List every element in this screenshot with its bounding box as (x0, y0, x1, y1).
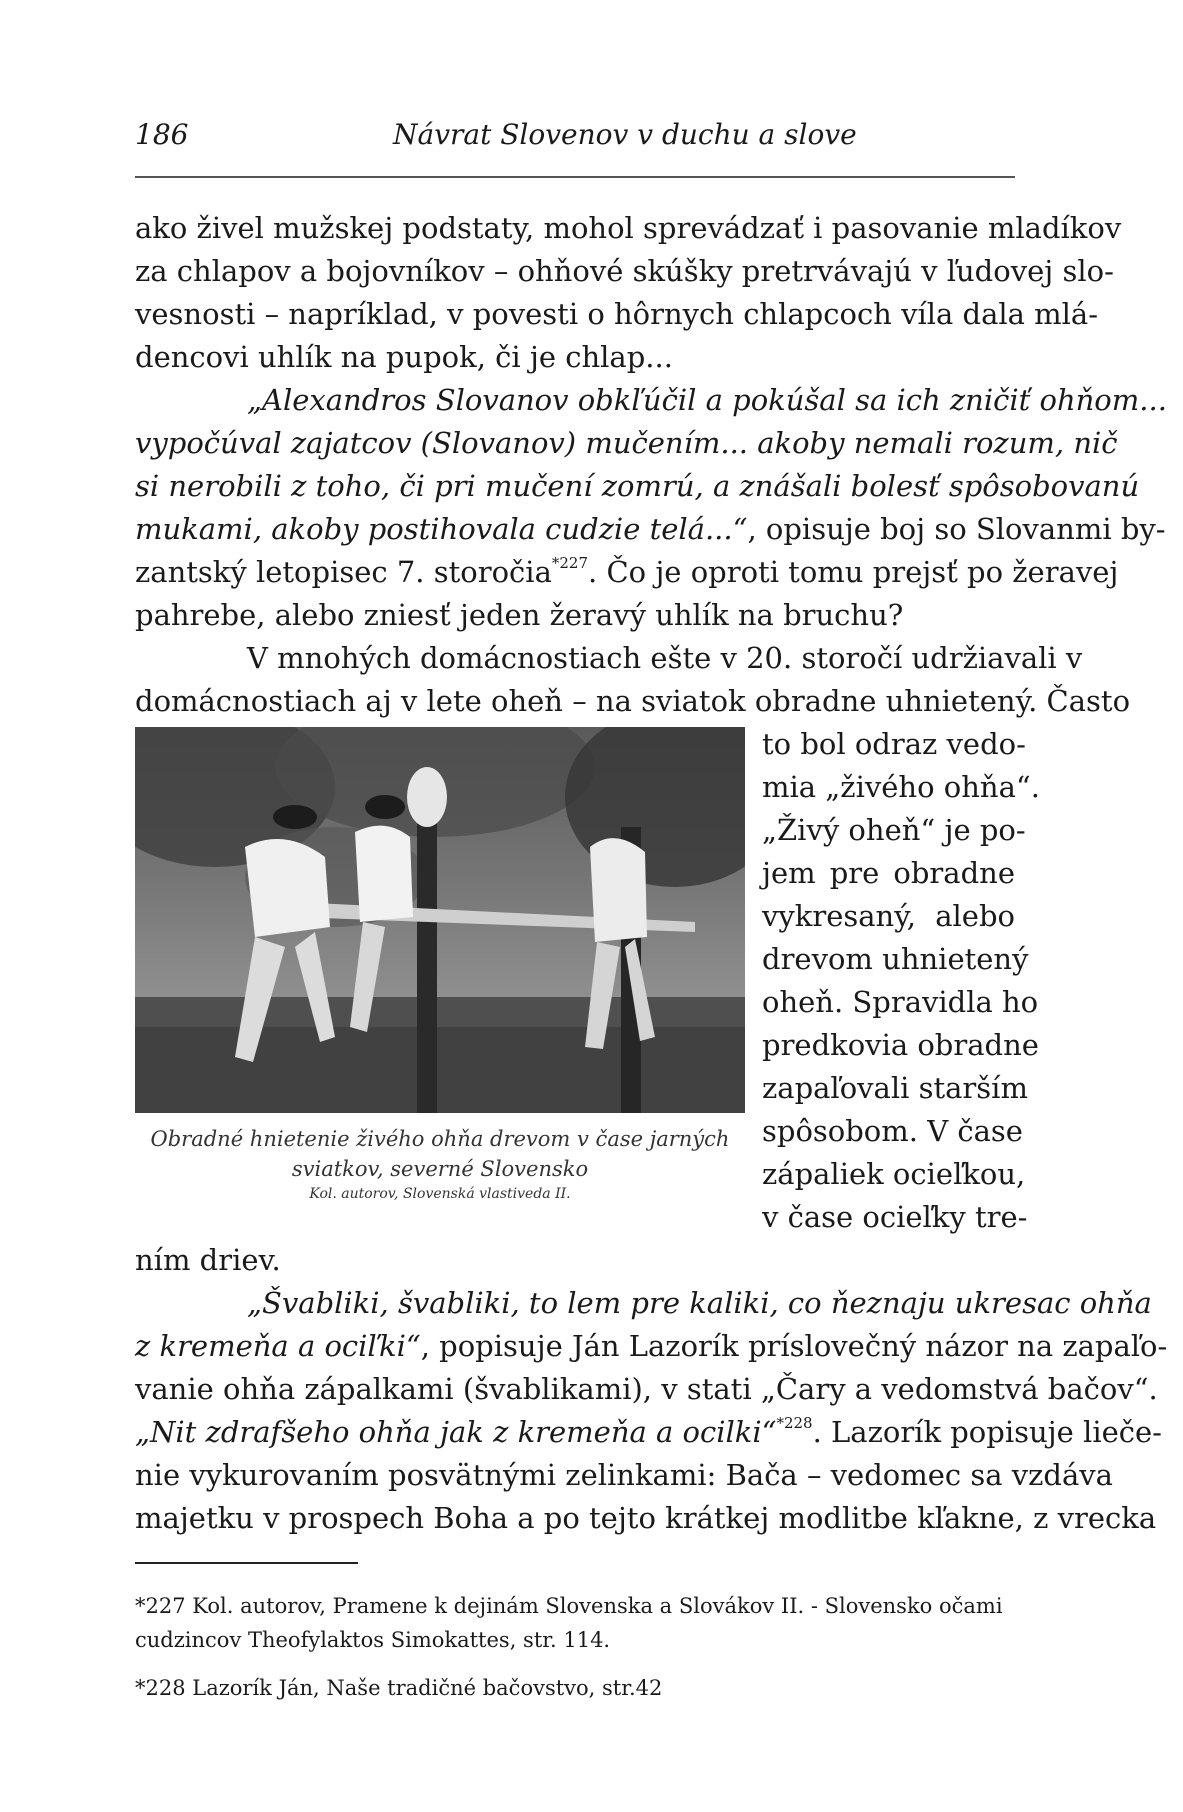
body-line: ako živel mužskej podstaty, mohol sprevádzať i pasovanie mladíkov (135, 211, 1122, 245)
figure-caption: sviatkov, severné Slovensko (291, 1157, 589, 1181)
body-line: za chlapov a bojovníkov – ohňové skúšky pretrvávajú v ľudovej slo- (135, 254, 1114, 288)
body-line: majetku v prospech Boha a po tejto krátkej modlitbe kľakne, z vrecka (135, 1501, 1157, 1535)
header-rule (135, 176, 1015, 178)
body-text: . Čo je oproti tomu prejsť po žeravej (588, 555, 1119, 589)
body-text: zantský letopisec 7. storočia (135, 555, 552, 589)
footnote-ref: *227 (551, 554, 589, 572)
body-line: mia „živého ohňa“. (762, 770, 1040, 804)
body-line: vesnosti – napríklad, v povesti o hôrnych chlapcoch víla dala mlá- (135, 297, 1099, 331)
body-line: pahrebe, alebo zniesť jeden žeravý uhlík na bruchu? (135, 598, 904, 632)
body-text: , popisuje Ján Lazorík príslovečný názor na zapaľo- (420, 1329, 1168, 1363)
running-header (135, 118, 1015, 158)
page-number: 186 (135, 118, 189, 151)
quote-text: „Alexandros Slovanov obkľúčil a pokúšal sa ich zničiť ohňom... (247, 383, 1167, 417)
body-line: jem pre obradne (762, 856, 1015, 890)
body-line: ním driev. (135, 1243, 281, 1277)
quote-text: „Švabliki, švabliki, to lem pre kaliki, co ňeznaju ukresac ohňa (247, 1286, 1152, 1320)
body-line (135, 1329, 1168, 1363)
quote-text: vypočúval zajatcov (Slovanov) mučením... akoby nemali rozum, nič (135, 426, 1118, 460)
photo-illustration (135, 727, 745, 1113)
body-line: drevom uhnietený (762, 942, 1029, 976)
body-line: V mnohých domácnostiach ešte v 20. storočí udržiavali v (247, 641, 1083, 675)
body-line: predkovia obradne (762, 1028, 1039, 1062)
body-line (135, 554, 1119, 589)
body-line: domácnostiach aj v lete oheň – na sviatok obradne uhnietený. Často (135, 684, 1131, 718)
body-line: v čase ocieľky tre- (762, 1200, 1028, 1234)
body-line-quote (135, 469, 1140, 503)
body-line: spôsobom. V čase (762, 1114, 1023, 1148)
body-line: vykresaný, alebo (762, 899, 1015, 933)
body-line: nie vykurovaním posvätnými zelinkami: Bača – vedomec sa vzdáva (135, 1458, 1113, 1492)
body-line-quote (247, 1286, 1152, 1320)
body-line: to bol odraz vedo- (762, 727, 1026, 761)
body-line: oheň. Spravidla ho (762, 985, 1039, 1019)
figure-source: Kol. autorov, Slovenská vlastiveda II. (309, 1186, 571, 1202)
footnote: *228 Lazorík Ján, Naše tradičné bačovstvo, str.42 (135, 1676, 663, 1700)
figure-photo (135, 727, 745, 1113)
body-line-quote (247, 383, 1167, 417)
quote-text: mukami, akoby postihovala cudzie telá...“ (135, 512, 748, 546)
footnote: *227 Kol. autorov, Pramene k dejinám Slovenska a Slovákov II. - Slovensko očami (135, 1594, 1003, 1618)
quote-text: z kremeňa a ociľki“ (135, 1329, 421, 1363)
body-text: . Lazorík popisuje lieče- (812, 1415, 1162, 1449)
body-line-quote (135, 426, 1118, 460)
body-line: zapaľovali starším (762, 1071, 1028, 1105)
body-line (135, 1414, 1162, 1449)
body-line: vanie ohňa zápalkami (švablikami), v stati „Čary a vedomstvá bačov“. (135, 1372, 1158, 1406)
quote-text: si nerobili z toho, či pri mučení zomrú, a znášali bolesť spôsobovanú (135, 469, 1140, 503)
body-text: , opisuje boj so Slovanmi by- (747, 512, 1166, 546)
footnote: cudzincov Theofylaktos Simokattes, str. 114. (135, 1628, 611, 1652)
figure-caption: Obradné hnietenie živého ohňa drevom v čase jarných (150, 1127, 730, 1151)
body-line: dencovi uhlík na pupok, či je chlap... (135, 340, 673, 374)
body-line: „Živý oheň“ je po- (762, 813, 1026, 847)
footnote-rule (135, 1562, 358, 1564)
body-line (135, 512, 1166, 546)
body-line: zápaliek ocieľkou, (762, 1157, 1026, 1191)
running-title: Návrat Slovenov v duchu a slove (393, 118, 857, 151)
footnote-ref: *228 (776, 1414, 813, 1432)
quote-text: „Nit zdrafšeho ohňa jak z kremeňa a ocilki“ (135, 1415, 777, 1449)
